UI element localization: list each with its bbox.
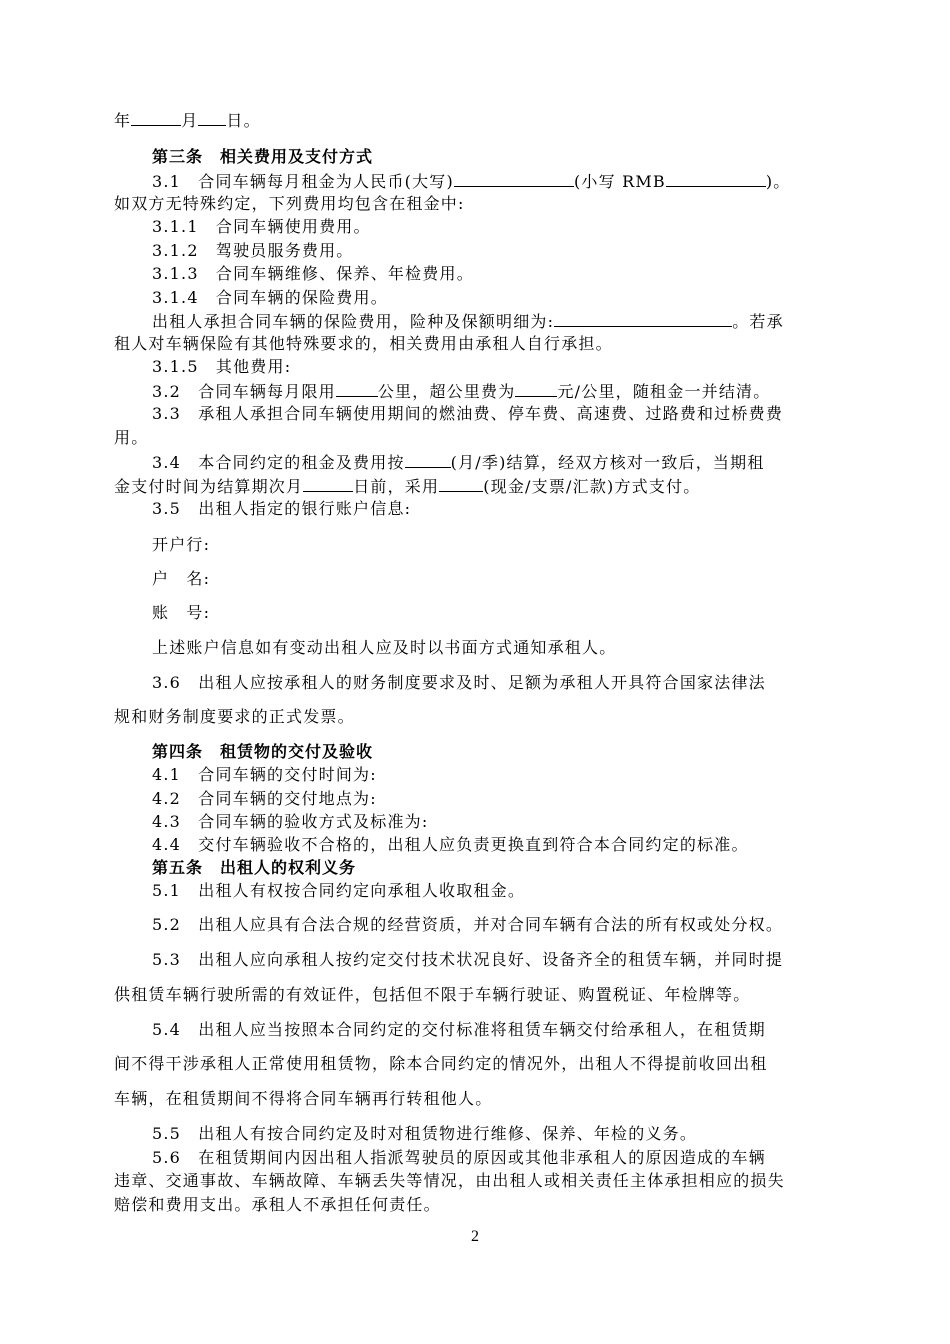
bank-notice: 上述账户信息如有变动出租人应及时以书面方式通知承租人。 xyxy=(152,638,617,657)
clause-5-6-cont-1: 违章、交通事故、车辆故障、车辆丢失等情况，由出租人或相关责任主体承担相应的损失 xyxy=(114,1171,785,1190)
clause-3-6-cont: 规和财务制度要求的正式发票。 xyxy=(114,707,355,726)
bank-name-label: 户 名: xyxy=(152,569,211,588)
clause-5-6: 5.6 在租赁期间内因出租人指派驾驶员的原因或其他非承租人的原因造成的车辆 xyxy=(152,1148,766,1167)
clause-3-4: 3.4 本合同约定的租金及费用按 (月/季)结算，经双方核对一致后，当期租 xyxy=(152,453,765,472)
insurance-line-cont: 租人对车辆保险有其他特殊要求的，相关费用由承租人自行承担。 xyxy=(114,334,613,353)
clause-4-3: 4.3 合同车辆的验收方式及标准为: xyxy=(152,812,429,831)
clause-4-2: 4.2 合同车辆的交付地点为: xyxy=(152,789,377,808)
clause-3-1-2: 3.1.2 驾驶员服务费用。 xyxy=(152,241,354,260)
clause-5-4: 5.4 出租人应当按照本合同约定的交付标准将租赁车辆交付给承租人，在租赁期 xyxy=(152,1020,766,1039)
clause-3-2: 3.2 合同车辆每月限用 公里，超公里费为 元/公里，随租金一并结清。 xyxy=(152,382,771,401)
clause-5-2: 5.2 出租人应具有合法合规的经营资质，并对合同车辆有合法的所有权或处分权。 xyxy=(152,915,784,934)
clause-3-3-cont: 用。 xyxy=(114,428,149,447)
clause-3-4-cont: 金支付时间为结算期次月 日前，采用 (现金/支票/汇款)方式支付。 xyxy=(114,477,701,496)
clause-3-1: 3.1 合同车辆每月租金为人民币(大写) (小写 RMB )。 xyxy=(152,172,791,191)
clause-5-3: 5.3 出租人应向承租人按约定交付技术状况良好、设备齐全的租赁车辆，并同时提 xyxy=(152,950,784,969)
clause-3-1-4: 3.1.4 合同车辆的保险费用。 xyxy=(152,288,388,307)
clause-5-1: 5.1 出租人有权按合同约定向承租人收取租金。 xyxy=(152,881,526,900)
clause-3-1-5: 3.1.5 其他费用: xyxy=(152,357,292,376)
clause-5-4-cont-2: 车辆，在租赁期间不得将合同车辆再行转租他人。 xyxy=(114,1089,493,1108)
clause-3-1-3: 3.1.3 合同车辆维修、保养、年检费用。 xyxy=(152,264,474,283)
clause-3-1-cont: 如双方无特殊约定，下列费用均包含在租金中: xyxy=(114,194,465,213)
page-number: 2 xyxy=(471,1228,479,1245)
date-line: 年 月 日。 xyxy=(114,111,261,130)
bank-account-label: 账 号: xyxy=(152,603,211,622)
clause-5-4-cont-1: 间不得干涉承租人正常使用租赁物，除本合同约定的情况外，出租人不得提前收回出租 xyxy=(114,1054,768,1073)
bank-open-label: 开户行: xyxy=(152,535,211,554)
clause-4-4: 4.4 交付车辆验收不合格的，出租人应负责更换直到符合本合同约定的标准。 xyxy=(152,835,749,854)
clause-4-1: 4.1 合同车辆的交付时间为: xyxy=(152,765,377,784)
clause-3-1-1: 3.1.1 合同车辆使用费用。 xyxy=(152,217,371,236)
clause-3-3: 3.3 承租人承担合同车辆使用期间的燃油费、停车费、高速费、过路费和过桥费费 xyxy=(152,404,784,423)
article-5-heading: 第五条 出租人的权利义务 xyxy=(152,858,357,877)
clause-5-5: 5.5 出租人有按合同约定及时对租赁物进行维修、保养、年检的义务。 xyxy=(152,1124,698,1143)
clause-3-5: 3.5 出租人指定的银行账户信息: xyxy=(152,499,412,518)
insurance-line: 出租人承担合同车辆的保险费用，险种及保额明细为: 。若承 xyxy=(152,312,784,331)
clause-5-6-cont-2: 赔偿和费用支出。承租人不承担任何责任。 xyxy=(114,1195,441,1214)
clause-3-6: 3.6 出租人应按承租人的财务制度要求及时、足额为承租人开具符合国家法律法 xyxy=(152,673,766,692)
clause-5-3-cont: 供租赁车辆行驶所需的有效证件，包括但不限于车辆行驶证、购置税证、年检牌等。 xyxy=(114,985,751,1004)
article-4-heading: 第四条 租赁物的交付及验收 xyxy=(152,742,374,761)
article-3-heading: 第三条 相关费用及支付方式 xyxy=(152,147,374,166)
